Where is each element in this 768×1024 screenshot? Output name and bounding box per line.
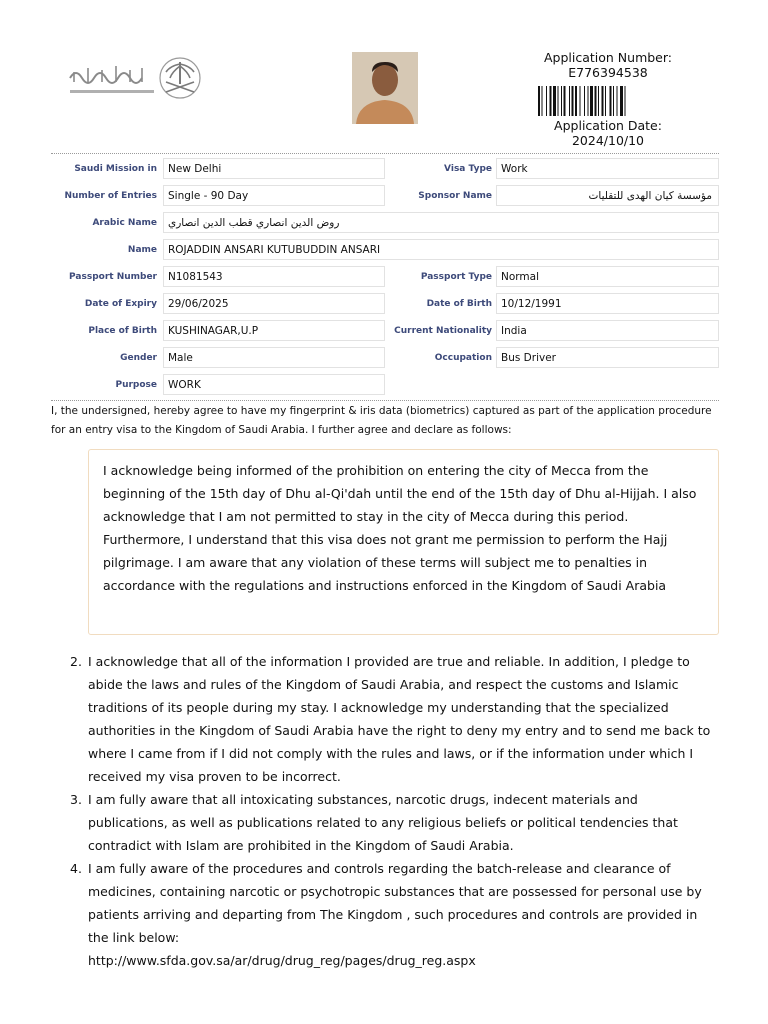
list-item-text: I acknowledge that all of the information I provided are true and reliable. In addition, I pledge to abide the laws and rules of the Kingdom of Saudi Arabia, and respect the customs and Islamic traditions of its people during my stay. I acknowledge my understanding that the specialized authorities in the Kingdom of Saudi Arabia have the right to deny my entry and to send me back to where I came from if I did not comply with the rules and laws, or if the information under which I received my visa proven to be incorrect.	[88, 654, 711, 784]
nationality-value: India	[496, 320, 719, 341]
visa-type-value: Work	[496, 158, 719, 179]
field-row	[51, 345, 719, 372]
barcode-icon	[538, 86, 678, 116]
declaration-list	[70, 650, 720, 972]
purpose-label: Purpose	[115, 380, 157, 390]
dob-label: Date of Birth	[426, 299, 492, 309]
pob-label: Place of Birth	[88, 326, 157, 336]
expiry-value: 29/06/2025	[163, 293, 385, 314]
field-row	[51, 291, 719, 318]
pob-value: KUSHINAGAR,U.P	[163, 320, 385, 341]
name-value: ROJADDIN ANSARI KUTUBUDDIN ANSARI	[163, 239, 719, 260]
application-info	[520, 50, 696, 148]
sponsor-value: مؤسسة كيان الهدى للتقليات	[496, 185, 719, 206]
list-item-number: 3.	[70, 792, 82, 807]
passport-type-value: Normal	[496, 266, 719, 287]
application-number: E776394538	[568, 65, 648, 80]
applicant-photo	[352, 52, 418, 124]
field-row	[51, 156, 719, 183]
application-number-label: Application Number:	[543, 50, 673, 65]
saudi-mission-label: Saudi Mission in	[74, 164, 157, 174]
field-row	[51, 237, 719, 264]
document-header	[0, 0, 768, 152]
passport-type-label: Passport Type	[420, 272, 492, 282]
list-item	[70, 857, 720, 972]
divider-top	[51, 153, 719, 154]
sponsor-label: Sponsor Name	[418, 191, 492, 201]
gender-value: Male	[163, 347, 385, 368]
sfda-link[interactable]: http://www.sfda.gov.sa/ar/drug/drug_reg/pages/drug_reg.aspx	[88, 953, 476, 968]
divider-bottom	[51, 400, 719, 401]
list-item-number: 4.	[70, 861, 82, 876]
mecca-notice: I acknowledge being informed of the prohibition on entering the city of Mecca from the beginning of the 15th day of Dhu al-Qi'dah until the end of the 15th day of Dhu al-Hijjah. I also acknowledge that I am not permitted to stay in the city of Mecca during this period. Furthermore, I understand that this visa does not grant me permission to perform the Hajj pilgrimage. I am aware that any violation of these terms will subject me to penalties in accordance with the regulations and instructions enforced in the Kingdom of Saudi Arabia	[88, 449, 719, 635]
arabic-name-label: Arabic Name	[92, 218, 157, 228]
application-date-label: Application Date:	[554, 118, 662, 133]
dob-value: 10/12/1991	[496, 293, 719, 314]
saudi-mission-value: New Delhi	[163, 158, 385, 179]
biometrics-consent: I, the undersigned, hereby agree to have my fingerprint & iris data (biometrics) captured as part of the application procedure for an entry visa to the Kingdom of Saudi Arabia. I further agree and declare as follows:	[51, 405, 712, 436]
expiry-label: Date of Expiry	[84, 299, 157, 309]
list-item	[70, 788, 720, 857]
arabic-name-value	[163, 212, 719, 233]
list-item-text: I am fully aware that all intoxicating substances, narcotic drugs, indecent materials and publications, as well as publications related to any religious beliefs or political tendencies that contradict with Islam are prohibited in the Kingdom of Saudi Arabia.	[88, 792, 678, 853]
visa-type-label: Visa Type	[444, 164, 492, 174]
entries-value: Single - 90 Day	[163, 185, 385, 206]
purpose-value: WORK	[163, 374, 385, 395]
occupation-label: Occupation	[434, 353, 492, 363]
name-label: Name	[127, 245, 157, 255]
field-row	[51, 210, 719, 237]
list-item	[70, 650, 720, 788]
field-row	[51, 318, 719, 345]
field-row	[51, 183, 719, 210]
applicant-fields	[51, 156, 719, 399]
application-date: 2024/10/10	[571, 133, 645, 148]
entries-label: Number of Entries	[64, 191, 157, 201]
gender-label: Gender	[120, 353, 157, 363]
field-row	[51, 264, 719, 291]
passport-number-value: N1081543	[163, 266, 385, 287]
passport-number-label: Passport Number	[69, 272, 157, 282]
arabic-name-text: روض الدين انصاري قطب الدين انصاري	[168, 217, 340, 229]
field-row	[51, 372, 719, 399]
nationality-label: Current Nationality	[394, 326, 492, 336]
list-item-text: I am fully aware of the procedures and controls regarding the batch-release and clearance of medicines, containing narcotic or psychotropic substances that are possessed for personal use by patients arriving and departing from The Kingdom , such procedures and controls are provided in the link below:	[88, 861, 702, 945]
ministry-emblem-icon	[66, 52, 208, 104]
list-item-number: 2.	[70, 654, 82, 669]
occupation-value: Bus Driver	[496, 347, 719, 368]
